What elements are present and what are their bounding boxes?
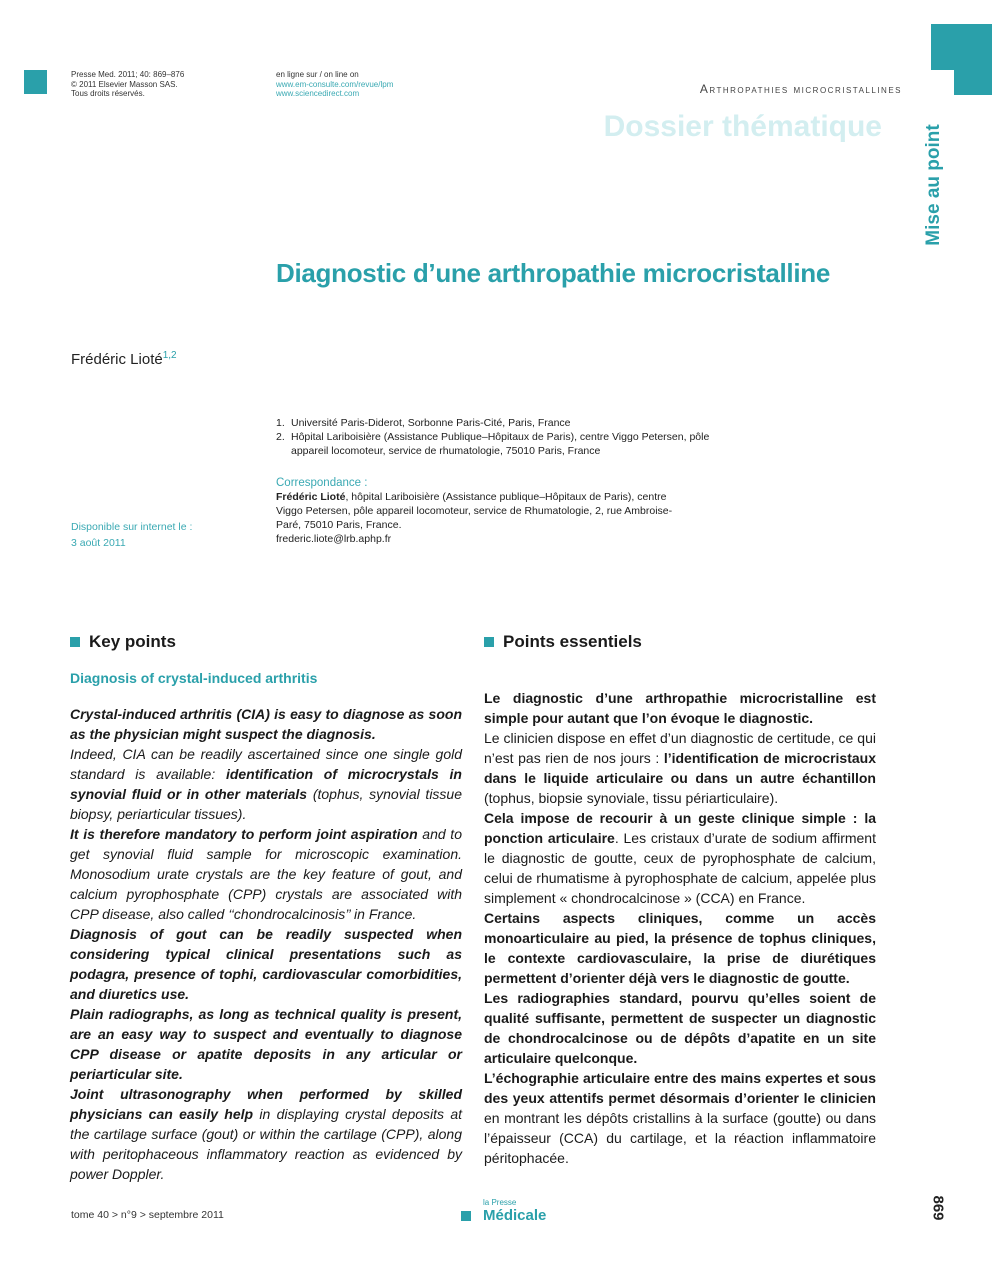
section-label: Arthropathies microcristallines bbox=[699, 82, 902, 96]
text: and to get synovial fluid sample for microscopic examination. Monosodium urate crystals are the key feature of gout, and calcium pyrophosphate (CPP) crystals are associated with CPP disease, also called ‘‘chondrocalcinosis’’ in France. bbox=[70, 826, 462, 922]
citation-block bbox=[71, 70, 184, 99]
bold-text: Diagnosis of gout can be readily suspected when considering typical clinical presentations such as podagra, presence of tophi, cardiovascular comorbidities, and diuretics use. bbox=[70, 926, 462, 1002]
em-consulte-link[interactable]: www.em-consulte.com/revue/lpm bbox=[276, 79, 394, 89]
issue-info: tome 40 > n°9 > septembre 2011 bbox=[71, 1209, 224, 1221]
citation-line: Presse Med. 2011; 40: 869–876 bbox=[71, 70, 185, 79]
availability bbox=[71, 519, 241, 551]
author-affiliation-refs: 1,2 bbox=[162, 350, 177, 361]
square-bullet-icon bbox=[70, 637, 80, 647]
text: . Les cristaux d’urate de sodium affirment le diagnostic de goutte, ceux de pyrophosphate de calcium, celui de rhumatisme à pyrophosphate de calcium, appelée plus simplement « chondrocalcinose » (CCA) en France. bbox=[484, 830, 876, 906]
paragraph bbox=[70, 824, 462, 924]
bold-text: identification of microcrystals in synovial fluid or in other materials bbox=[70, 766, 462, 802]
bold-text: Cela impose de recourir à un geste clinique simple : la ponction articulaire bbox=[484, 810, 876, 846]
correspondence-email[interactable]: frederic.liote@lrb.aphp.fr bbox=[276, 533, 392, 545]
key-points-heading-text: Key points bbox=[89, 632, 176, 651]
online-block bbox=[276, 70, 393, 99]
key-points-subheading: Diagnosis of crystal-induced arthritis bbox=[70, 670, 318, 686]
page-number-text: 869 bbox=[929, 1195, 947, 1221]
affiliation-number: 1. bbox=[276, 417, 285, 429]
text: en montrant les dépôts cristallins à la surface (goutte) ou dans l’épaisseur (CCA) du cartilage, et la réaction inflammatoire péritophacée. bbox=[484, 1110, 876, 1166]
logo-big-text: Médicale bbox=[483, 1207, 547, 1224]
author-name: Frédéric Lioté bbox=[71, 351, 163, 368]
correspondence-heading: Correspondance : bbox=[276, 477, 368, 489]
square-bullet-icon bbox=[461, 1211, 471, 1221]
points-essentiels-heading bbox=[484, 632, 876, 652]
paragraph bbox=[70, 1084, 462, 1184]
affiliation-text: Université Paris-Diderot, Sorbonne Paris-Cité, Paris, France bbox=[291, 417, 571, 429]
text: (tophus, synovial tissue biopsy, periarticular tissues). bbox=[70, 786, 463, 822]
copyright-line: © 2011 Elsevier Masson SAS. bbox=[71, 79, 178, 89]
text: Le clinicien dispose en effet d’un diagnostic de certitude, ce qui n’est pas rien de nos jours : bbox=[484, 730, 876, 766]
bold-text: Les radiographies standard, pourvu qu’elles soient de qualité suffisante, permettent de suspecter un diagnostic de chondrocalcinose ou de dépôts d’apatite en un site articulaire quelconque. bbox=[484, 990, 876, 1066]
correspondence-address-text: , hôpital Lariboisière (Assistance publique–Hôpitaux de Paris), centre Viggo Petersen, pôle appareil locomoteur, service de Rhumatologie, 2, rue Ambroise-Paré, 75010 Paris, France. bbox=[276, 491, 673, 531]
bold-text: Certains aspects cliniques, comme un accès monoarticulaire au pied, la présence de tophus cliniques, le contexte cardiovasculaire, la prise de diurétiques permettent d’orienter déjà vers le diagnostic de goutte. bbox=[484, 910, 876, 986]
correspondence-address bbox=[276, 490, 696, 532]
bold-text: It is therefore mandatory to perform joint aspiration bbox=[70, 826, 418, 842]
side-tab bbox=[918, 115, 950, 255]
square-bullet-icon bbox=[484, 637, 494, 647]
spacer bbox=[484, 668, 876, 688]
affiliation-item bbox=[276, 430, 716, 458]
dossier-thematique-label: Dossier thématique bbox=[603, 110, 882, 143]
text: Indeed, CIA can be readily ascertained since one single gold standard is available: bbox=[70, 746, 462, 782]
bold-text: L’échographie articulaire entre des mains expertes et sous des yeux attentifs permet désormais d’orienter le clinicien bbox=[484, 1070, 876, 1106]
points-essentiels-column bbox=[484, 632, 876, 1168]
bold-text: Crystal-induced arthritis (CIA) is easy to diagnose as soon as the physician might suspect the diagnosis. bbox=[70, 706, 462, 742]
logo-small-text: la Presse bbox=[483, 1198, 517, 1207]
affiliation-number: 2. bbox=[276, 431, 285, 443]
paragraph bbox=[70, 744, 462, 824]
corner-tab-right-top bbox=[931, 24, 992, 70]
points-essentiels-heading-text: Points essentiels bbox=[503, 632, 642, 651]
rights-line: Tous droits réservés. bbox=[71, 89, 145, 98]
corner-tab-right-step bbox=[954, 70, 992, 95]
correspondence-name: Frédéric Lioté bbox=[276, 491, 346, 503]
sciencedirect-link[interactable]: www.sciencedirect.com bbox=[276, 89, 360, 98]
article-title: Diagnostic d’une arthropathie microcristalline bbox=[276, 258, 830, 288]
availability-label: Disponible sur internet le : bbox=[71, 521, 193, 533]
paragraph bbox=[484, 688, 876, 728]
correspondence bbox=[276, 476, 696, 546]
paragraph bbox=[70, 924, 462, 1004]
bold-text: Joint ultrasonography when performed by skilled physicians can easily help bbox=[70, 1086, 462, 1122]
bold-text: Plain radiographs, as long as technical quality is present, are an easy way to suspect and eventually to diagnose CPP disease or apatite deposits in any articular or periarticular site. bbox=[70, 1006, 462, 1082]
key-points-body bbox=[70, 704, 462, 1184]
paragraph bbox=[70, 704, 462, 744]
page-number bbox=[922, 1188, 954, 1228]
text: (tophus, biopsie synoviale, tissu périarticulaire). bbox=[484, 790, 779, 806]
bold-text: l’identification de microcristaux dans le liquide articulaire ou dans un autre échantillon bbox=[484, 750, 876, 786]
text: in displaying crystal deposits at the cartilage surface (gout) or within the cartilage (CPP), along with peritophaceous inflammatory reaction as evidenced by power Doppler. bbox=[70, 1106, 462, 1182]
affiliation-item bbox=[276, 416, 716, 430]
author bbox=[71, 350, 177, 368]
corner-square-left bbox=[24, 70, 47, 94]
affiliation-text: Hôpital Lariboisière (Assistance Publique–Hôpitaux de Paris), centre Viggo Petersen, pôle appareil locomoteur, service de rhumatologie, 75010 Paris, France bbox=[291, 431, 710, 457]
paragraph bbox=[484, 808, 876, 908]
online-label: en ligne sur / on line on bbox=[276, 70, 359, 79]
affiliations bbox=[276, 416, 716, 458]
paragraph bbox=[484, 1068, 876, 1168]
bold-text: Le diagnostic d’une arthropathie microcristalline est simple pour autant que l’on évoque le diagnostic. bbox=[484, 690, 876, 726]
logo-text bbox=[483, 1198, 546, 1224]
paragraph bbox=[484, 988, 876, 1068]
paragraph bbox=[484, 728, 876, 808]
journal-logo bbox=[461, 1198, 546, 1224]
key-points-column bbox=[70, 632, 462, 1184]
availability-date: 3 août 2011 bbox=[71, 537, 126, 549]
key-points-heading bbox=[70, 632, 462, 652]
paragraph bbox=[484, 908, 876, 988]
points-essentiels-body bbox=[484, 688, 876, 1168]
paragraph bbox=[70, 1004, 462, 1084]
side-tab-label: Mise au point bbox=[923, 124, 944, 246]
